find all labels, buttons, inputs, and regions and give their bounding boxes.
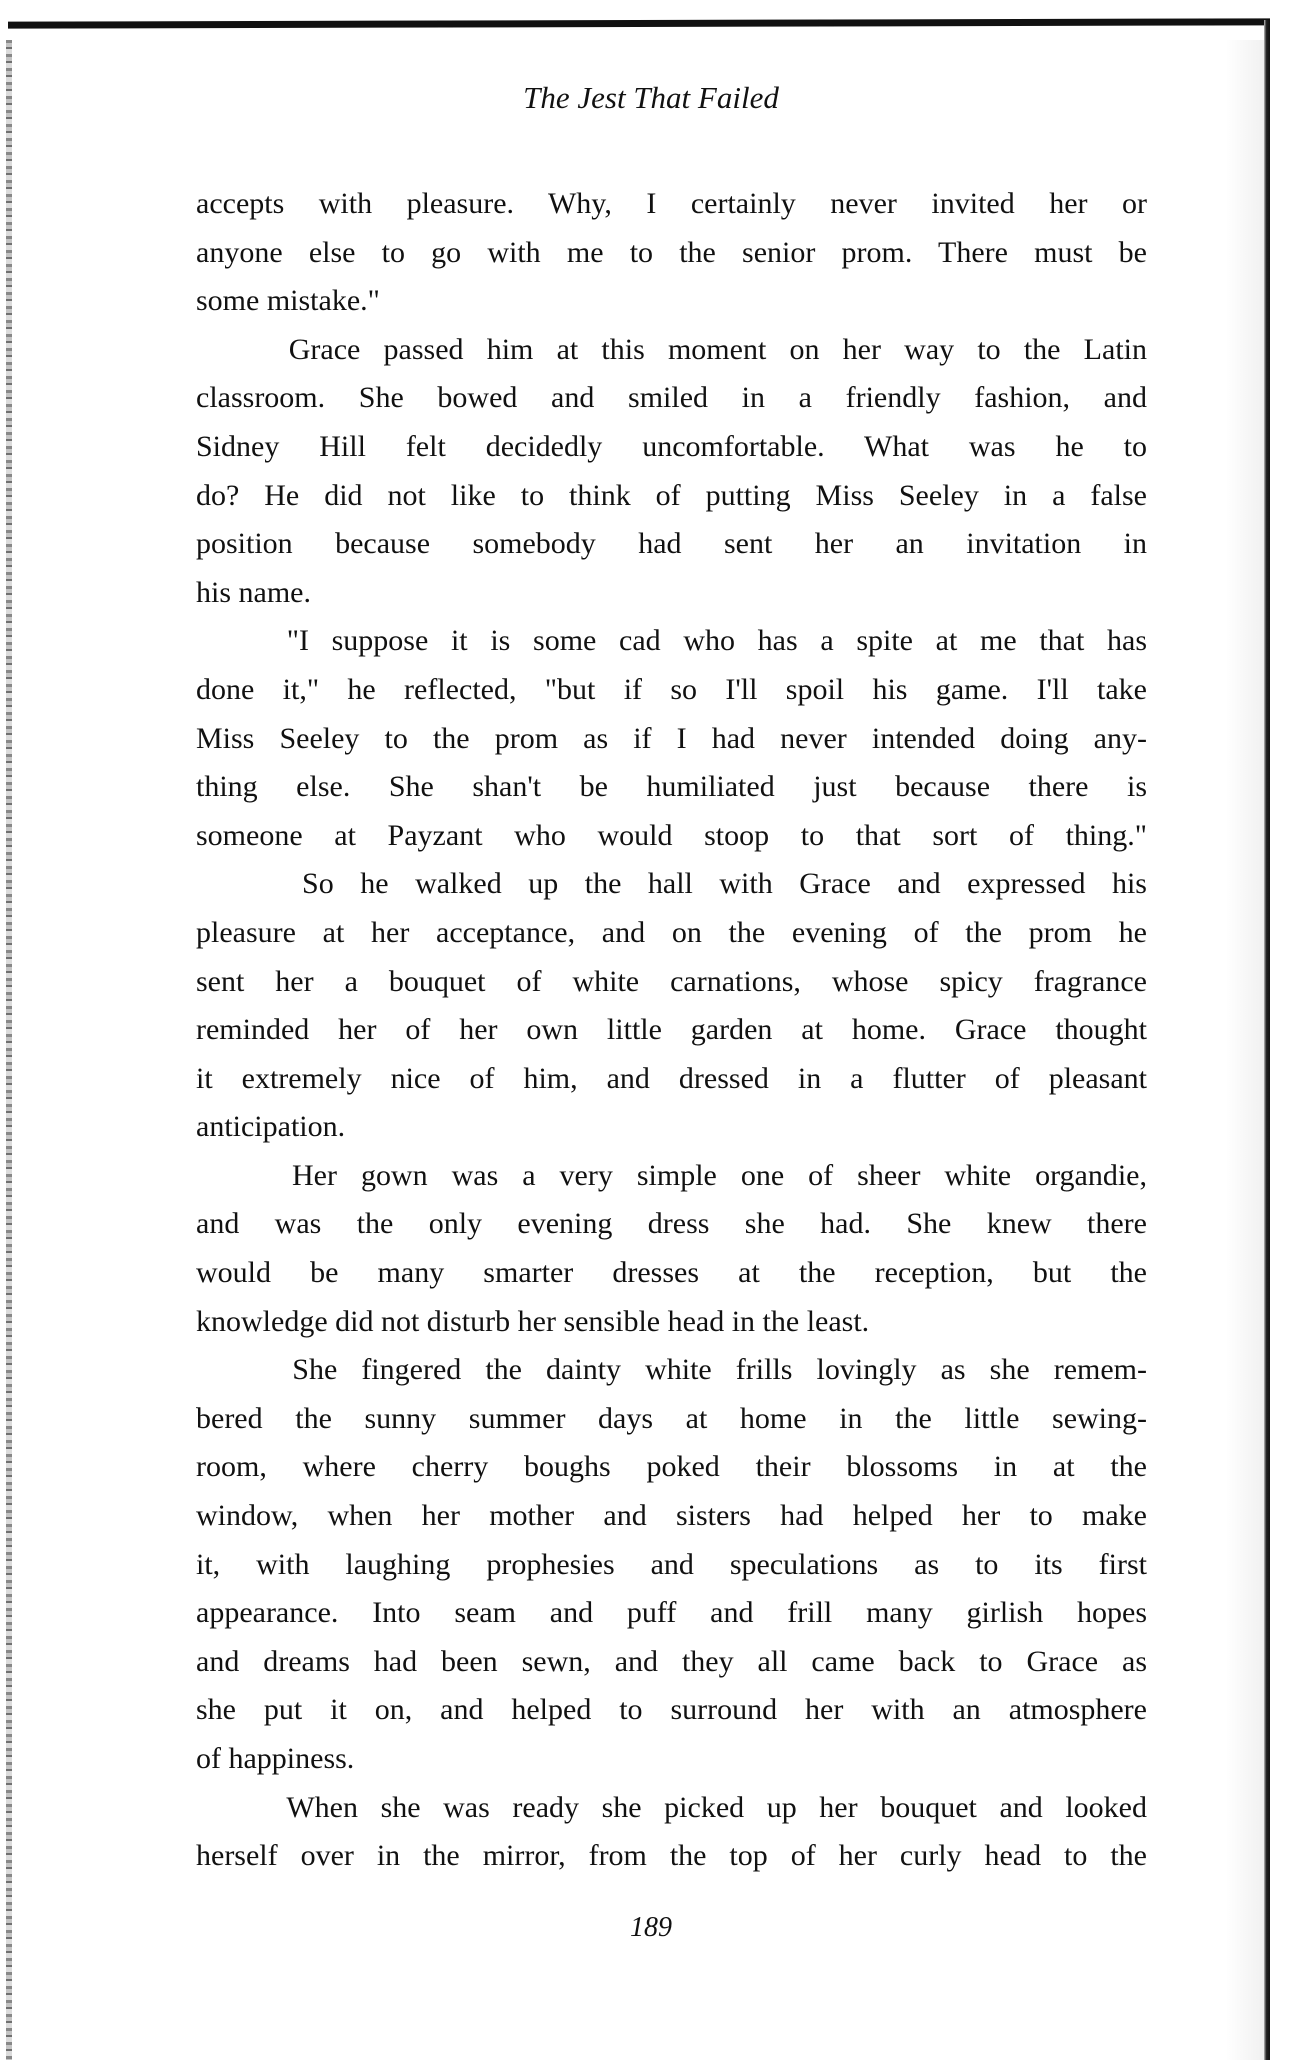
text-line: "I suppose it is some cad who has a spite at me that has (196, 624, 1147, 658)
text-line: do? He did not like to think of putting Miss Seeley in a false (196, 478, 1147, 512)
text-line: She fingered the dainty white frills lovingly as she remem- (196, 1353, 1147, 1387)
text-line: knowledge did not disturb her sensible head in the least. (196, 1304, 870, 1338)
page-right-edge (1264, 20, 1270, 2060)
text-line: appearance. Into seam and puff and frill many girlish hopes (196, 1596, 1147, 1630)
text-line: classroom. She bowed and smiled in a friendly fashion, and (196, 381, 1147, 415)
text-line: When she was ready she picked up her bouquet and looked (196, 1790, 1147, 1824)
text-line: some mistake." (196, 284, 380, 318)
text-line: So he walked up the hall with Grace and expressed his (196, 867, 1147, 901)
page-left-edge (6, 40, 12, 2060)
page-right-shadow (1225, 40, 1265, 2060)
running-header: The Jest That Failed (523, 80, 779, 115)
text-line: pleasure at her acceptance, and on the evening of the prom he (196, 915, 1147, 949)
text-line: would be many smarter dresses at the reception, but the (196, 1256, 1147, 1290)
body-text (196, 180, 1147, 1881)
text-line: of happiness. (196, 1742, 355, 1775)
text-line: position because somebody had sent her an invitation in (196, 527, 1147, 561)
text-line: Miss Seeley to the prom as if I had never intended doing any- (196, 721, 1147, 755)
text-line: thing else. She shan't be humiliated just because there is (196, 770, 1147, 804)
text-line: Sidney Hill felt decidedly uncomfortable. What was he to (196, 429, 1147, 463)
text-line: someone at Payzant who would stoop to that sort of thing." (196, 818, 1147, 852)
text-line: Grace passed him at this moment on her way to the Latin (196, 332, 1147, 366)
text-line: window, when her mother and sisters had helped her to make (196, 1499, 1147, 1533)
text-line: done it," he reflected, "but if so I'll spoil his game. I'll take (196, 672, 1147, 706)
text-line: his name. (196, 575, 311, 609)
text-line: herself over in the mirror, from the top of her curly head to the (196, 1839, 1147, 1873)
text-line: room, where cherry boughs poked their blossoms in at the (196, 1450, 1147, 1484)
text-line: anyone else to go with me to the senior prom. There must be (196, 235, 1147, 269)
text-line: reminded her of her own little garden at home. Grace thought (196, 1013, 1147, 1047)
text-line: anticipation. (196, 1110, 346, 1144)
text-line: she put it on, and helped to surround her with an atmosphere (196, 1693, 1147, 1727)
text-line: and was the only evening dress she had. She knew there (196, 1207, 1147, 1241)
text-line: sent her a bouquet of white carnations, whose spicy fragrance (196, 964, 1147, 998)
text-line: it, with laughing prophesies and speculations as to its first (196, 1547, 1147, 1581)
text-line: and dreams had been sewn, and they all came back to Grace as (196, 1644, 1147, 1678)
text-line: bered the sunny summer days at home in the little sewing- (196, 1401, 1147, 1435)
page-top-edge (8, 18, 1270, 28)
text-line: Her gown was a very simple one of sheer white organdie, (196, 1158, 1147, 1192)
page-number: 189 (630, 1912, 672, 1943)
text-line: accepts with pleasure. Why, I certainly never invited her or (196, 187, 1147, 220)
text-line: it extremely nice of him, and dressed in a flutter of pleasant (196, 1061, 1147, 1095)
